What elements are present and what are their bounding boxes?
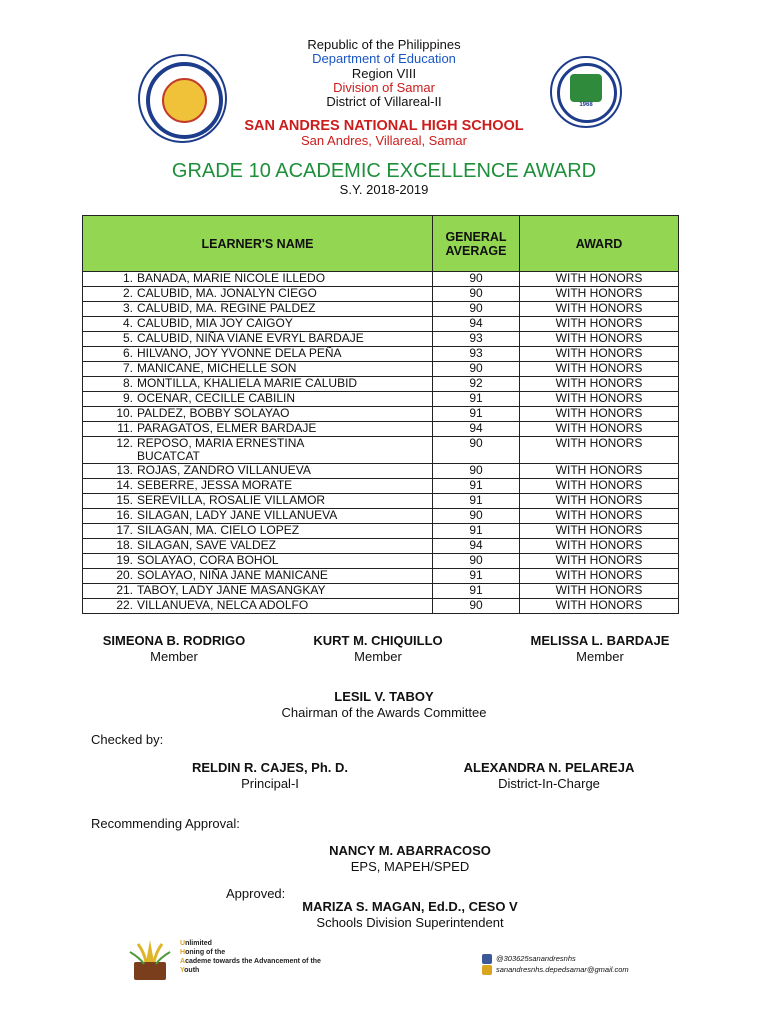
award-cell: WITH HONORS: [520, 569, 679, 584]
learner-name-cell: [83, 392, 433, 407]
table-row: [83, 377, 679, 392]
email-address: sanandresnhs.depedsamar@gmail.com: [496, 965, 629, 974]
general-average-cell: 90: [433, 362, 520, 377]
award-cell: WITH HONORS: [520, 599, 679, 614]
award-cell: WITH HONORS: [520, 494, 679, 509]
general-average-cell: 90: [433, 302, 520, 317]
table-row: [83, 599, 679, 614]
facebook-handle: @303625sanandresnhs: [496, 954, 576, 963]
learner-name-cell: [83, 377, 433, 392]
learner-name-cell: [83, 347, 433, 362]
table-row: [83, 479, 679, 494]
header-region: Region VIII: [351, 66, 417, 81]
general-average-cell: 93: [433, 347, 520, 362]
award-cell: WITH HONORS: [520, 539, 679, 554]
award-cell: WITH HONORS: [520, 584, 679, 599]
row-number: 13.: [116, 463, 133, 477]
chairman-role: Chairman of the Awards Committee: [281, 705, 487, 720]
header-department: Department of Education: [312, 51, 456, 66]
general-average-cell: 94: [433, 539, 520, 554]
award-cell: WITH HONORS: [520, 377, 679, 392]
general-average-cell: 90: [433, 437, 520, 464]
learner-name: TABOY, LADY JANE MASANGKAY: [137, 583, 326, 597]
member-1-role: Member: [150, 649, 198, 664]
row-number: 3.: [122, 301, 133, 315]
learner-name-cell: [83, 287, 433, 302]
checked-by-label: Checked by:: [91, 732, 164, 747]
approver-role: Schools Division Superintendent: [316, 915, 504, 930]
learner-name: SOLAYAO, NIÑA JANE MANICANE: [137, 568, 328, 582]
member-2-name: KURT M. CHIQUILLO: [313, 633, 443, 648]
email-contact[interactable]: [482, 965, 629, 975]
row-number: 5.: [122, 331, 133, 345]
learner-name: VILLANUEVA, NELCA ADOLFO: [137, 598, 309, 612]
learner-name-cell: [83, 362, 433, 377]
header-district: District of Villareal-II: [326, 94, 442, 109]
general-average-cell: 91: [433, 479, 520, 494]
principal-signature: [160, 760, 380, 791]
motto-line-4: Youth: [180, 967, 200, 974]
facebook-icon: [482, 954, 492, 964]
learner-name: SEREVILLA, ROSALIE VILLAMOR: [137, 493, 326, 507]
principal-role: Principal-I: [241, 776, 299, 791]
learner-name-cell: [83, 317, 433, 332]
learner-name: SEBERRE, JESSA MORATE: [137, 478, 293, 492]
learner-name-cell: [83, 539, 433, 554]
table-row: [83, 392, 679, 407]
table-row: [83, 494, 679, 509]
learner-name: MONTILLA, KHALIELA MARIE CALUBID: [137, 376, 358, 390]
member-1-name: SIMEONA B. RODRIGO: [102, 633, 246, 648]
table-row: [83, 539, 679, 554]
learner-name: BANADA, MARIE NICOLE ILLEDO: [137, 271, 326, 285]
award-cell: WITH HONORS: [520, 479, 679, 494]
table-row: [83, 524, 679, 539]
recommender-signature: [280, 843, 540, 874]
recommending-label: Recommending Approval:: [91, 816, 240, 831]
learner-name: SILAGAN, LADY JANE VILLANUEVA: [137, 508, 338, 522]
approver-signature: [280, 899, 540, 930]
row-number: 8.: [122, 376, 133, 390]
table-header-row: [83, 216, 679, 272]
learner-name-cell: [83, 554, 433, 569]
header-general-average-text: GENERAL AVERAGE: [445, 229, 507, 258]
school-name: SAN ANDRES NATIONAL HIGH SCHOOL: [244, 118, 524, 134]
general-average-cell: 93: [433, 332, 520, 347]
award-cell: WITH HONORS: [520, 422, 679, 437]
recommender-role: EPS, MAPEH/SPED: [350, 859, 470, 874]
table-row: [83, 362, 679, 377]
row-number: 19.: [116, 553, 133, 567]
page-title: GRADE 10 ACADEMIC EXCELLENCE AWARD: [171, 160, 597, 182]
chairman-name: LESIL V. TABOY: [334, 689, 434, 704]
learner-name-cell: [83, 272, 433, 287]
table-row: [83, 407, 679, 422]
member-signature-2: [278, 633, 478, 664]
learner-name: HILVANO, JOY YVONNE DELA PEÑA: [137, 346, 342, 360]
uhay-logo: [124, 936, 176, 982]
table-body: [83, 272, 679, 614]
general-average-cell: 90: [433, 464, 520, 479]
table-row: [83, 317, 679, 332]
table-row: [83, 302, 679, 317]
principal-name: RELDIN R. CAJES, Ph. D.: [191, 760, 349, 775]
award-cell: WITH HONORS: [520, 407, 679, 422]
row-number: 15.: [116, 493, 133, 507]
email-icon: [482, 965, 492, 975]
learner-name: ROJAS, ZANDRO VILLANUEVA: [137, 463, 311, 477]
general-average-cell: 91: [433, 494, 520, 509]
learner-name: MANICANE, MICHELLE SON: [137, 361, 297, 375]
learner-name: OCENAR, CECILLE CABILIN: [137, 391, 296, 405]
award-cell: WITH HONORS: [520, 554, 679, 569]
award-cell: WITH HONORS: [520, 509, 679, 524]
row-number: 20.: [116, 568, 133, 582]
learner-name-cell: [83, 569, 433, 584]
award-cell: WITH HONORS: [520, 392, 679, 407]
row-number: 9.: [122, 391, 133, 405]
row-number: 10.: [116, 406, 133, 420]
header-award: AWARD: [520, 216, 679, 272]
table-row: [83, 584, 679, 599]
table-row: [83, 287, 679, 302]
table-row: [83, 554, 679, 569]
member-signature-1: [74, 633, 274, 664]
award-cell: WITH HONORS: [520, 287, 679, 302]
general-average-cell: 92: [433, 377, 520, 392]
row-number: 1.: [122, 271, 133, 285]
chairman-signature: [234, 689, 534, 720]
row-number: 21.: [116, 583, 133, 597]
general-average-cell: 91: [433, 524, 520, 539]
general-average-cell: 90: [433, 554, 520, 569]
learner-name-cell: [83, 464, 433, 479]
footer-motto: [180, 939, 321, 975]
row-number: 4.: [122, 316, 133, 330]
table-row: [83, 272, 679, 287]
approved-label: Approved:: [226, 886, 286, 901]
table-row: [83, 332, 679, 347]
row-number: 18.: [116, 538, 133, 552]
award-cell: WITH HONORS: [520, 464, 679, 479]
motto-line-2: Honing of the: [180, 949, 226, 956]
general-average-cell: 90: [433, 599, 520, 614]
district-role: District-In-Charge: [498, 776, 600, 791]
learner-name: CALUBID, MA. REGINE PALDEZ: [137, 301, 316, 315]
approver-name: MARIZA S. MAGAN, Ed.D., CESO V: [302, 899, 518, 914]
recommender-name: NANCY M. ABARRACOSO: [329, 843, 491, 858]
learner-name-cell: [83, 584, 433, 599]
motto-line-1: Unlimited: [180, 940, 212, 947]
member-2-role: Member: [354, 649, 402, 664]
award-cell: WITH HONORS: [520, 524, 679, 539]
row-number: 12.: [116, 436, 133, 450]
table-row: [83, 569, 679, 584]
facebook-contact[interactable]: [482, 954, 576, 964]
award-cell: WITH HONORS: [520, 272, 679, 287]
row-number: 22.: [116, 598, 133, 612]
row-number: 7.: [122, 361, 133, 375]
awards-table: [82, 215, 679, 614]
learner-name: SILAGAN, SAVE VALDEZ: [137, 538, 276, 552]
row-number: 14.: [116, 478, 133, 492]
award-cell: WITH HONORS: [520, 437, 679, 464]
award-cell: WITH HONORS: [520, 302, 679, 317]
learner-name-cell: [83, 422, 433, 437]
header-learner-name: LEARNER'S NAME: [83, 216, 433, 272]
motto-line-3: Academe towards the Advancement of the: [180, 958, 321, 965]
learner-name-cell: [83, 494, 433, 509]
learner-name: SILAGAN, MA. CIELO LOPEZ: [137, 523, 300, 537]
district-signature: [436, 760, 662, 791]
learner-name: PARAGATOS, ELMER BARDAJE: [137, 421, 317, 435]
table-row: [83, 422, 679, 437]
learner-name-cell: [83, 407, 433, 422]
header-general-average: [433, 216, 520, 272]
row-number: 6.: [122, 346, 133, 360]
award-cell: WITH HONORS: [520, 347, 679, 362]
learner-name-cell: [83, 599, 433, 614]
row-number: 2.: [122, 286, 133, 300]
learner-name-cell: [83, 524, 433, 539]
member-3-name: MELISSA L. BARDAJE: [530, 633, 670, 648]
general-average-cell: 91: [433, 569, 520, 584]
table-row: [83, 347, 679, 362]
table-row: [83, 464, 679, 479]
learner-name-cell: [83, 479, 433, 494]
learner-name: REPOSO, MARIA ERNESTINA BUCATCAT: [137, 436, 304, 463]
header-republic: Republic of the Philippines: [307, 37, 461, 52]
general-average-cell: 90: [433, 272, 520, 287]
learner-name: PALDEZ, BOBBY SOLAYAO: [137, 406, 290, 420]
general-average-cell: 91: [433, 392, 520, 407]
general-average-cell: 94: [433, 422, 520, 437]
award-cell: WITH HONORS: [520, 317, 679, 332]
learner-name-cell: [83, 332, 433, 347]
seal-year: 1968: [579, 102, 593, 108]
school-year: S.Y. 2018-2019: [339, 182, 429, 197]
header-division: Division of Samar: [333, 80, 435, 95]
row-number: 16.: [116, 508, 133, 522]
row-number: 11.: [117, 421, 133, 435]
table-row: [83, 509, 679, 524]
award-cell: WITH HONORS: [520, 362, 679, 377]
learner-name-cell: [83, 509, 433, 524]
award-cell: WITH HONORS: [520, 332, 679, 347]
row-number: 17.: [116, 523, 133, 537]
learner-name: CALUBID, MIA JOY CAIGOY: [137, 316, 293, 330]
general-average-cell: 91: [433, 584, 520, 599]
district-name: ALEXANDRA N. PELAREJA: [463, 760, 635, 775]
school-address: San Andres, Villareal, Samar: [301, 133, 467, 148]
learner-name: CALUBID, MA. JONALYN CIEGO: [137, 286, 317, 300]
general-average-cell: 90: [433, 287, 520, 302]
general-average-cell: 94: [433, 317, 520, 332]
table-row: [83, 437, 679, 464]
general-average-cell: 91: [433, 407, 520, 422]
member-signature-3: [494, 633, 706, 664]
learner-name-cell: [83, 437, 433, 464]
learner-name: SOLAYAO, CORA BOHOL: [137, 553, 279, 567]
learner-name: CALUBID, NIÑA VIANE EVRYL BARDAJE: [137, 331, 364, 345]
learner-name-cell: [83, 302, 433, 317]
general-average-cell: 90: [433, 509, 520, 524]
member-3-role: Member: [576, 649, 624, 664]
